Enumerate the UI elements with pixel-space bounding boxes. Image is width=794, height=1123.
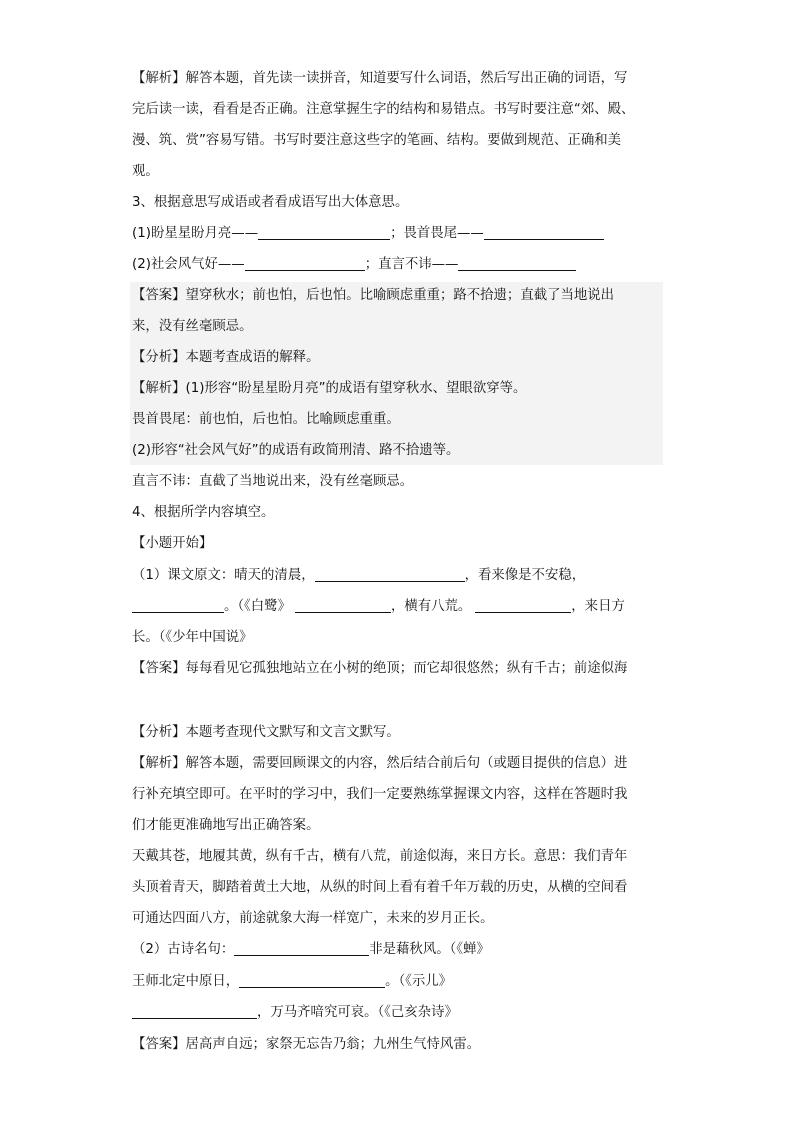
q3-row-2-prompt: (2)社会风气好—— [132, 257, 245, 272]
q4-s1-explain-line-3: 们才能更准确地写出正确答案。 [132, 818, 320, 833]
q3-explain-line-4: 直言不讳：直截了当地说出来，没有丝毫顾忌。 [132, 474, 414, 489]
q4-s2-row-1 [132, 934, 662, 965]
q4-s2-text-e: ，万马齐喑究可哀。（《己亥杂诗》 [257, 1005, 458, 1020]
q2-explain-line-3: 漫、筑、赏”容易写错。书写时要注意这些字的笔画、结构。要做到规范、正确和美 [132, 133, 621, 148]
answer-blank[interactable] [295, 597, 391, 613]
q3-title: 3、根据意思写成语或者看成语写出大体意思。 [132, 195, 409, 210]
q4-s1-explain-line-5: 头顶着青天，脚踏着黄土大地，从纵的时间上看有着千年万载的历史，从横的空间看 [132, 880, 628, 895]
q4-s1-explain-line-4: 天戴其苍，地履其黄，纵有千古，横有八荒，前途似海，来日方长。意思：我们青年 [132, 849, 628, 864]
q3-row-2-sep: ；直言不讳—— [364, 257, 459, 272]
q4-s2-answer: 【答案】居高声自远；家祭无忘告乃翁；九州生气恃风雷。 [132, 1037, 481, 1052]
answer-blank[interactable] [239, 972, 385, 988]
q4-s1-explain-line-1: 【解析】解答本题，需要回顾课文的内容，然后结合前后句（或题目提供的信息）进 [132, 756, 628, 771]
q3-row-2 [132, 249, 662, 280]
q3-row-1-sep: ；畏首畏尾—— [390, 226, 484, 241]
q4-s2-text-c: 王师北定中原日， [132, 974, 240, 989]
q4-s1-explain-line-6: 可通达四面八方，前途就象大海一样宽广，未来的岁月正长。 [132, 911, 494, 926]
q4-s2-row-2 [132, 966, 662, 997]
q4-s1-explain-line-2: 行补充填空即可。在平时的学习中，我们一定要熟练掌握课文内容，这样在答题时我 [132, 787, 628, 802]
answer-blank[interactable] [315, 566, 465, 582]
q4-s2-text-d: 。（《示儿》 [385, 974, 453, 989]
q3-answer-line-2: 来，没有丝毫顾忌。 [132, 319, 253, 334]
q4-s2-prompt: （2）古诗名句： [132, 942, 235, 957]
q4-s1-row-3: 长。（《少年中国说》 [132, 630, 253, 645]
q4-s2-text-b: 非是藉秋风。（《蝉》 [369, 942, 490, 957]
answer-blank[interactable] [234, 940, 369, 956]
q3-explain-line-2: 畏首畏尾：前也怕，后也怕。比喻顾虑重重。 [132, 412, 400, 427]
q3-row-1-prompt: (1)盼星星盼月亮—— [132, 226, 259, 241]
q3-analysis: 【分析】本题考查成语的解释。 [132, 350, 320, 365]
q4-title: 4、根据所学内容填空。 [132, 505, 275, 520]
q4-s1-text-d: ，横有八荒。 [390, 599, 472, 614]
answer-blank[interactable] [258, 224, 390, 240]
q4-start: 【小题开始】 [132, 536, 213, 551]
q4-s1-row-2 [132, 591, 662, 622]
q3-explain-line-1: 【解析】(1)形容“盼星星盼月亮”的成语有望穿秋水、望眼欲穿等。 [132, 381, 527, 396]
q4-s1-row-1 [132, 560, 662, 591]
q3-explain-line-3: (2)形容“社会风气好”的成语有政简刑清、路不拾遗等。 [132, 443, 460, 458]
answer-blank[interactable] [132, 597, 224, 613]
q4-s1-text-c: 。（《白鹭》 [224, 599, 291, 614]
q4-s1-text-e: ，来日方 [571, 599, 625, 614]
q4-s1-answer: 【答案】每每看见它孤独地站立在小树的绝顶；而它却很悠然；纵有千古；前途似海 [132, 661, 628, 676]
q3-answer-line-1: 【答案】望穿秋水；前也怕，后也怕。比喻顾虑重重；路不拾遗；直截了当地说出 [132, 288, 615, 303]
q2-explain-line-1: 【解析】解答本题，首先读一读拼音，知道要写什么词语，然后写出正确的词语，写 [132, 71, 628, 86]
answer-blank[interactable] [458, 255, 576, 271]
q4-s1-analysis: 【分析】本题考查现代文默写和文言文默写。 [132, 725, 400, 740]
answer-blank[interactable] [245, 255, 365, 271]
answer-blank[interactable] [475, 597, 571, 613]
q3-row-1 [132, 218, 662, 249]
q2-explain-line-2: 完后读一读，看看是否正确。注意掌握生字的结构和易错点。书写时要注意“郊、殿、 [132, 102, 635, 117]
q4-s2-row-3 [132, 997, 662, 1028]
q4-s1-prompt: （1）课文原文：晴天的清晨， [132, 568, 315, 583]
answer-blank[interactable] [132, 1003, 257, 1019]
q2-explain-line-4: 观。 [132, 164, 159, 179]
answer-blank[interactable] [484, 224, 604, 240]
q4-s1-text-b: ，看来像是不安稳， [464, 568, 586, 583]
